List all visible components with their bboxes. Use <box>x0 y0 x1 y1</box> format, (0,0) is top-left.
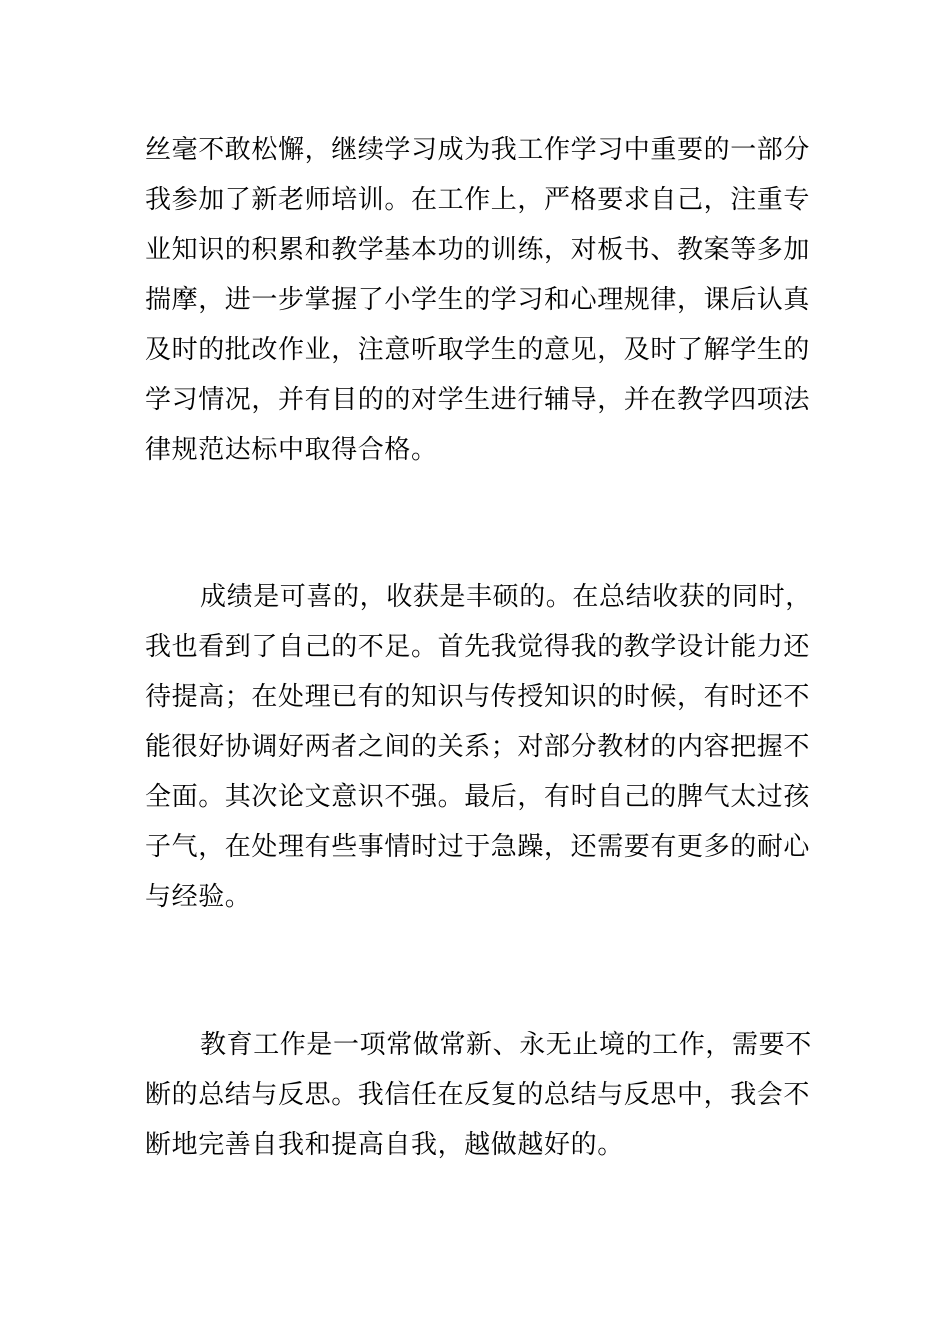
text-line: 全面。其次论文意识不强。最后，有时自己的脾气太过孩 <box>145 782 811 812</box>
text-line: 能很好协调好两者之间的关系；对部分教材的内容把握不 <box>145 732 811 762</box>
text-line: 成绩是可喜的，收获是丰硕的。在总结收获的同时， <box>200 582 812 612</box>
text-line: 子气，在处理有些事情时过于急躁，还需要有更多的耐心 <box>145 832 811 862</box>
text-line: 丝毫不敢松懈，继续学习成为我工作学习中重要的一部分 <box>145 135 811 165</box>
text-line: 业知识的积累和教学基本功的训练，对板书、教案等多加 <box>145 235 811 265</box>
text-line: 教育工作是一项常做常新、永无止境的工作，需要不 <box>200 1030 812 1060</box>
text-line: 我参加了新老师培训。在工作上，严格要求自己，注重专 <box>145 185 811 215</box>
text-line: 及时的批改作业，注意听取学生的意见，及时了解学生的 <box>145 335 811 365</box>
text-line: 与经验。 <box>145 882 252 912</box>
text-line: 揣摩，进一步掌握了小学生的学习和心理规律，课后认真 <box>145 285 811 315</box>
text-line: 我也看到了自己的不足。首先我觉得我的教学设计能力还 <box>145 632 811 662</box>
text-line: 断地完善自我和提高自我，越做越好的。 <box>145 1130 624 1160</box>
text-line: 学习情况，并有目的的对学生进行辅导，并在教学四项法 <box>145 385 811 415</box>
text-line: 待提高；在处理已有的知识与传授知识的时候，有时还不 <box>145 682 811 712</box>
text-line: 律规范达标中取得合格。 <box>145 435 438 465</box>
text-line: 断的总结与反思。我信任在反复的总结与反思中，我会不 <box>145 1080 811 1110</box>
